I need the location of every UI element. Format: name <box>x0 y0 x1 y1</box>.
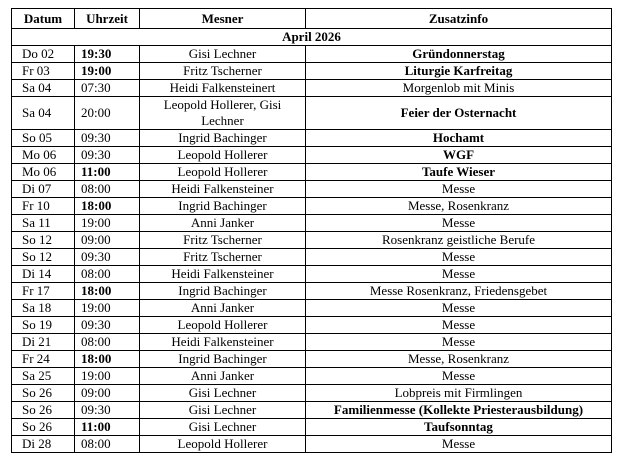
cell-info: Messe Rosenkranz, Friedensgebet <box>306 283 612 300</box>
cell-mesner: Ingrid Bachinger <box>140 283 306 300</box>
table-row <box>12 130 612 147</box>
cell-info: Taufe Wieser <box>306 164 612 181</box>
cell-mesner: Fritz Tscherner <box>140 249 306 266</box>
cell-time: 11:00 <box>75 164 140 181</box>
cell-time: 18:00 <box>75 351 140 368</box>
table-row <box>12 334 612 351</box>
cell-date: So 26 <box>12 419 75 436</box>
cell-time: 18:00 <box>75 198 140 215</box>
month-label: April 2026 <box>12 29 612 46</box>
schedule-container <box>11 8 612 453</box>
cell-time: 18:00 <box>75 283 140 300</box>
cell-mesner: Gisi Lechner <box>140 46 306 63</box>
cell-time: 11:00 <box>75 419 140 436</box>
cell-date: Di 28 <box>12 436 75 453</box>
cell-info: Liturgie Karfreitag <box>306 63 612 80</box>
cell-date: So 12 <box>12 232 75 249</box>
cell-date: So 12 <box>12 249 75 266</box>
mesner-schedule-table <box>11 8 612 453</box>
table-row <box>12 46 612 63</box>
cell-info: Lobpreis mit Firmlingen <box>306 385 612 402</box>
cell-mesner: Fritz Tscherner <box>140 232 306 249</box>
cell-mesner: Leopold Hollerer <box>140 317 306 334</box>
cell-mesner: Heidi Falkensteiner <box>140 266 306 283</box>
table-row <box>12 147 612 164</box>
table-row <box>12 164 612 181</box>
cell-mesner: Anni Janker <box>140 368 306 385</box>
cell-info: Familienmesse (Kollekte Priesterausbildung) <box>306 402 612 419</box>
header-mesner: Mesner <box>140 9 306 29</box>
table-row <box>12 402 612 419</box>
cell-time: 19:00 <box>75 368 140 385</box>
table-row <box>12 232 612 249</box>
table-row <box>12 300 612 317</box>
cell-date: Di 14 <box>12 266 75 283</box>
table-row <box>12 385 612 402</box>
cell-date: Sa 25 <box>12 368 75 385</box>
cell-time: 07:30 <box>75 80 140 97</box>
cell-date: Sa 04 <box>12 97 75 130</box>
cell-time: 19:00 <box>75 63 140 80</box>
cell-info: Taufsonntag <box>306 419 612 436</box>
cell-time: 08:00 <box>75 181 140 198</box>
cell-date: So 26 <box>12 385 75 402</box>
table-row <box>12 80 612 97</box>
cell-mesner: Anni Janker <box>140 215 306 232</box>
header-time: Uhrzeit <box>75 9 140 29</box>
cell-info: Feier der Osternacht <box>306 97 612 130</box>
cell-time: 09:30 <box>75 317 140 334</box>
cell-time: 20:00 <box>75 97 140 130</box>
cell-info: Messe, Rosenkranz <box>306 198 612 215</box>
table-row <box>12 63 612 80</box>
table-row <box>12 215 612 232</box>
cell-info: Messe <box>306 317 612 334</box>
cell-date: Fr 03 <box>12 63 75 80</box>
cell-time: 09:00 <box>75 232 140 249</box>
table-row <box>12 351 612 368</box>
table-row <box>12 249 612 266</box>
cell-info: Messe, Rosenkranz <box>306 351 612 368</box>
table-row <box>12 283 612 300</box>
cell-info: Messe <box>306 181 612 198</box>
table-row <box>12 266 612 283</box>
cell-date: Mo 06 <box>12 164 75 181</box>
cell-date: Sa 11 <box>12 215 75 232</box>
cell-mesner: Fritz Tscherner <box>140 63 306 80</box>
cell-info: Messe <box>306 368 612 385</box>
cell-time: 09:00 <box>75 385 140 402</box>
table-row <box>12 436 612 453</box>
header-date: Datum <box>12 9 75 29</box>
cell-mesner: Leopold Hollerer <box>140 164 306 181</box>
cell-mesner: Heidi Falkensteiner <box>140 334 306 351</box>
cell-mesner: Ingrid Bachinger <box>140 198 306 215</box>
cell-info: Rosenkranz geistliche Berufe <box>306 232 612 249</box>
table-row <box>12 181 612 198</box>
cell-time: 09:30 <box>75 402 140 419</box>
table-row <box>12 97 612 130</box>
cell-time: 19:30 <box>75 46 140 63</box>
cell-time: 09:30 <box>75 147 140 164</box>
cell-time: 08:00 <box>75 334 140 351</box>
cell-date: Fr 24 <box>12 351 75 368</box>
cell-info: Hochamt <box>306 130 612 147</box>
cell-date: Fr 17 <box>12 283 75 300</box>
table-row <box>12 198 612 215</box>
cell-date: Mo 06 <box>12 147 75 164</box>
cell-date: Do 02 <box>12 46 75 63</box>
month-row <box>12 29 612 46</box>
cell-time: 08:00 <box>75 266 140 283</box>
cell-date: So 26 <box>12 402 75 419</box>
cell-info: WGF <box>306 147 612 164</box>
cell-mesner: Leopold Hollerer <box>140 436 306 453</box>
header-info: Zusatzinfo <box>306 9 612 29</box>
cell-date: Sa 18 <box>12 300 75 317</box>
cell-date: Sa 04 <box>12 80 75 97</box>
cell-mesner: Gisi Lechner <box>140 385 306 402</box>
cell-time: 19:00 <box>75 300 140 317</box>
cell-mesner: Leopold Hollerer, Gisi Lechner <box>140 97 306 130</box>
cell-info: Messe <box>306 215 612 232</box>
cell-info: Messe <box>306 249 612 266</box>
cell-info: Messe <box>306 436 612 453</box>
cell-info: Messe <box>306 334 612 351</box>
table-row <box>12 368 612 385</box>
table-row <box>12 419 612 436</box>
cell-mesner: Gisi Lechner <box>140 402 306 419</box>
cell-mesner: Ingrid Bachinger <box>140 130 306 147</box>
cell-info: Gründonnerstag <box>306 46 612 63</box>
cell-time: 08:00 <box>75 436 140 453</box>
cell-mesner: Leopold Hollerer <box>140 147 306 164</box>
cell-date: Di 21 <box>12 334 75 351</box>
cell-time: 09:30 <box>75 249 140 266</box>
cell-info: Morgenlob mit Minis <box>306 80 612 97</box>
header-row <box>12 9 612 29</box>
cell-mesner: Heidi Falkensteinert <box>140 80 306 97</box>
cell-date: Fr 10 <box>12 198 75 215</box>
cell-mesner: Ingrid Bachinger <box>140 351 306 368</box>
cell-info: Messe <box>306 300 612 317</box>
cell-time: 09:30 <box>75 130 140 147</box>
table-row <box>12 317 612 334</box>
cell-mesner: Gisi Lechner <box>140 419 306 436</box>
cell-info: Messe <box>306 266 612 283</box>
cell-mesner: Anni Janker <box>140 300 306 317</box>
schedule-body <box>12 29 612 453</box>
cell-date: Di 07 <box>12 181 75 198</box>
cell-date: So 05 <box>12 130 75 147</box>
cell-time: 19:00 <box>75 215 140 232</box>
cell-mesner: Heidi Falkensteiner <box>140 181 306 198</box>
cell-date: So 19 <box>12 317 75 334</box>
